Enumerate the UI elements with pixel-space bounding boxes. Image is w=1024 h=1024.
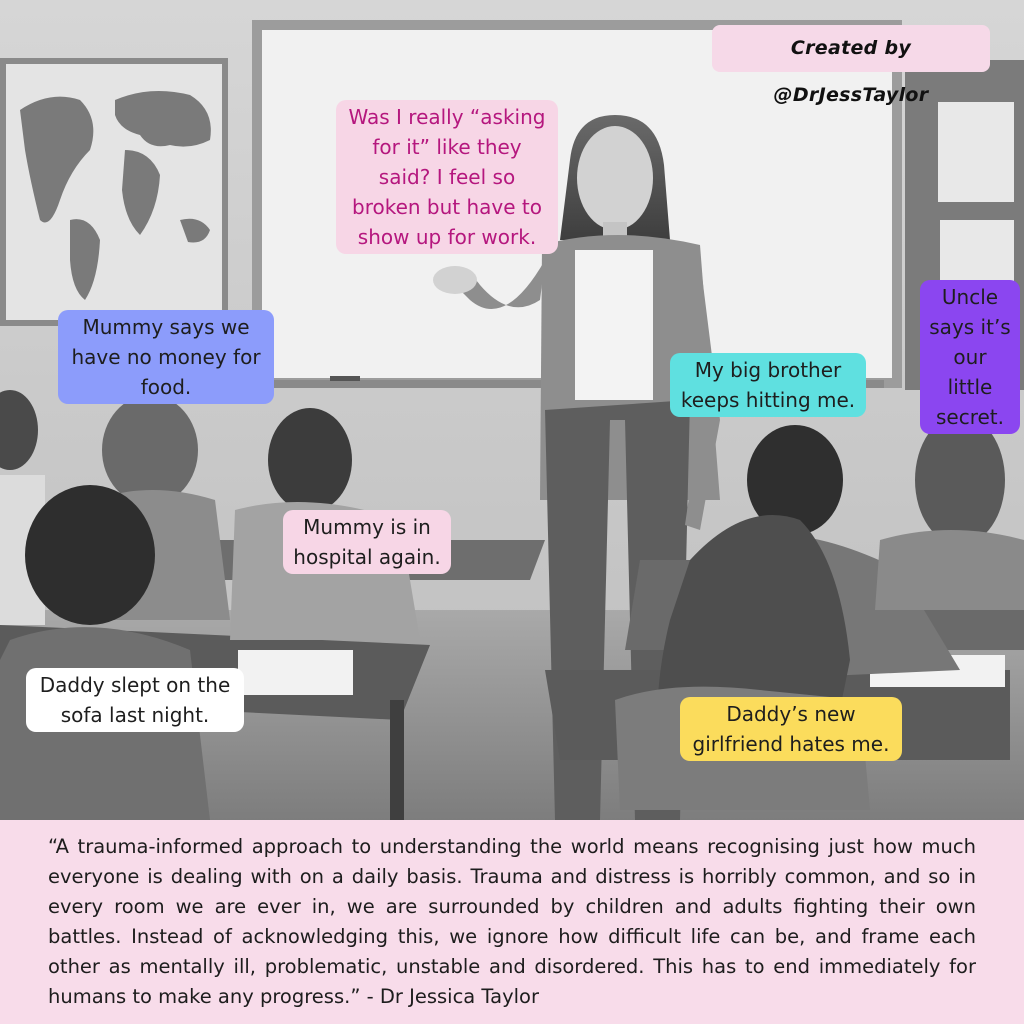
quote-caption xyxy=(0,820,1024,1024)
bubble-line: Daddy’s new xyxy=(726,702,856,726)
bubble-line: have no money for xyxy=(71,345,261,369)
bubble-line: Mummy is in xyxy=(303,515,431,539)
girlfriend-thought-bubble xyxy=(680,697,902,761)
bubble-line: Daddy slept on the xyxy=(39,673,231,697)
bubble-line: Uncle xyxy=(941,285,999,309)
bubble-line: hospital again. xyxy=(293,545,441,569)
bubble-line: broken but have to xyxy=(352,195,542,219)
bubble-line: My big brother xyxy=(694,358,842,382)
bubble-line: sofa last night. xyxy=(60,703,210,727)
bubble-line: girlfriend hates me. xyxy=(692,732,890,756)
bubble-line: show up for work. xyxy=(357,225,537,249)
world-map xyxy=(0,58,228,326)
sofa-thought-bubble xyxy=(26,668,244,732)
bubble-line: says it’s xyxy=(929,315,1011,339)
bubble-line: secret. xyxy=(935,405,1004,429)
bubble-line: food. xyxy=(140,375,192,399)
bubble-line: Was I really “asking xyxy=(348,105,546,129)
money-thought-bubble xyxy=(58,310,274,404)
bubble-line: keeps hitting me. xyxy=(680,388,856,412)
teacher-thought-bubble xyxy=(336,100,558,254)
bubble-line: our little xyxy=(947,345,993,399)
bubble-line: for it” like they xyxy=(372,135,522,159)
quote-text: “A trauma-informed approach to understanding the world means recognising just how much everyone is dealing with on a daily basis. Trauma and distress is horribly common, and so in every room we are ever in, we are surrounded by children and adults fighting their own battles. Instead of acknowledging this, we ignore how difficult life can be, and frame each other as mentally ill, problematic, unstable and disordered. This has to end immediately for humans to make any progress.” - Dr Jessica Taylor xyxy=(48,835,976,1008)
credit-label: Created by @DrJessTaylor xyxy=(712,25,990,72)
hospital-thought-bubble xyxy=(283,510,451,574)
uncle-thought-bubble xyxy=(920,280,1020,434)
bubble-line: Mummy says we xyxy=(82,315,250,339)
brother-thought-bubble xyxy=(670,353,866,417)
bubble-line: said? I feel so xyxy=(378,165,516,189)
